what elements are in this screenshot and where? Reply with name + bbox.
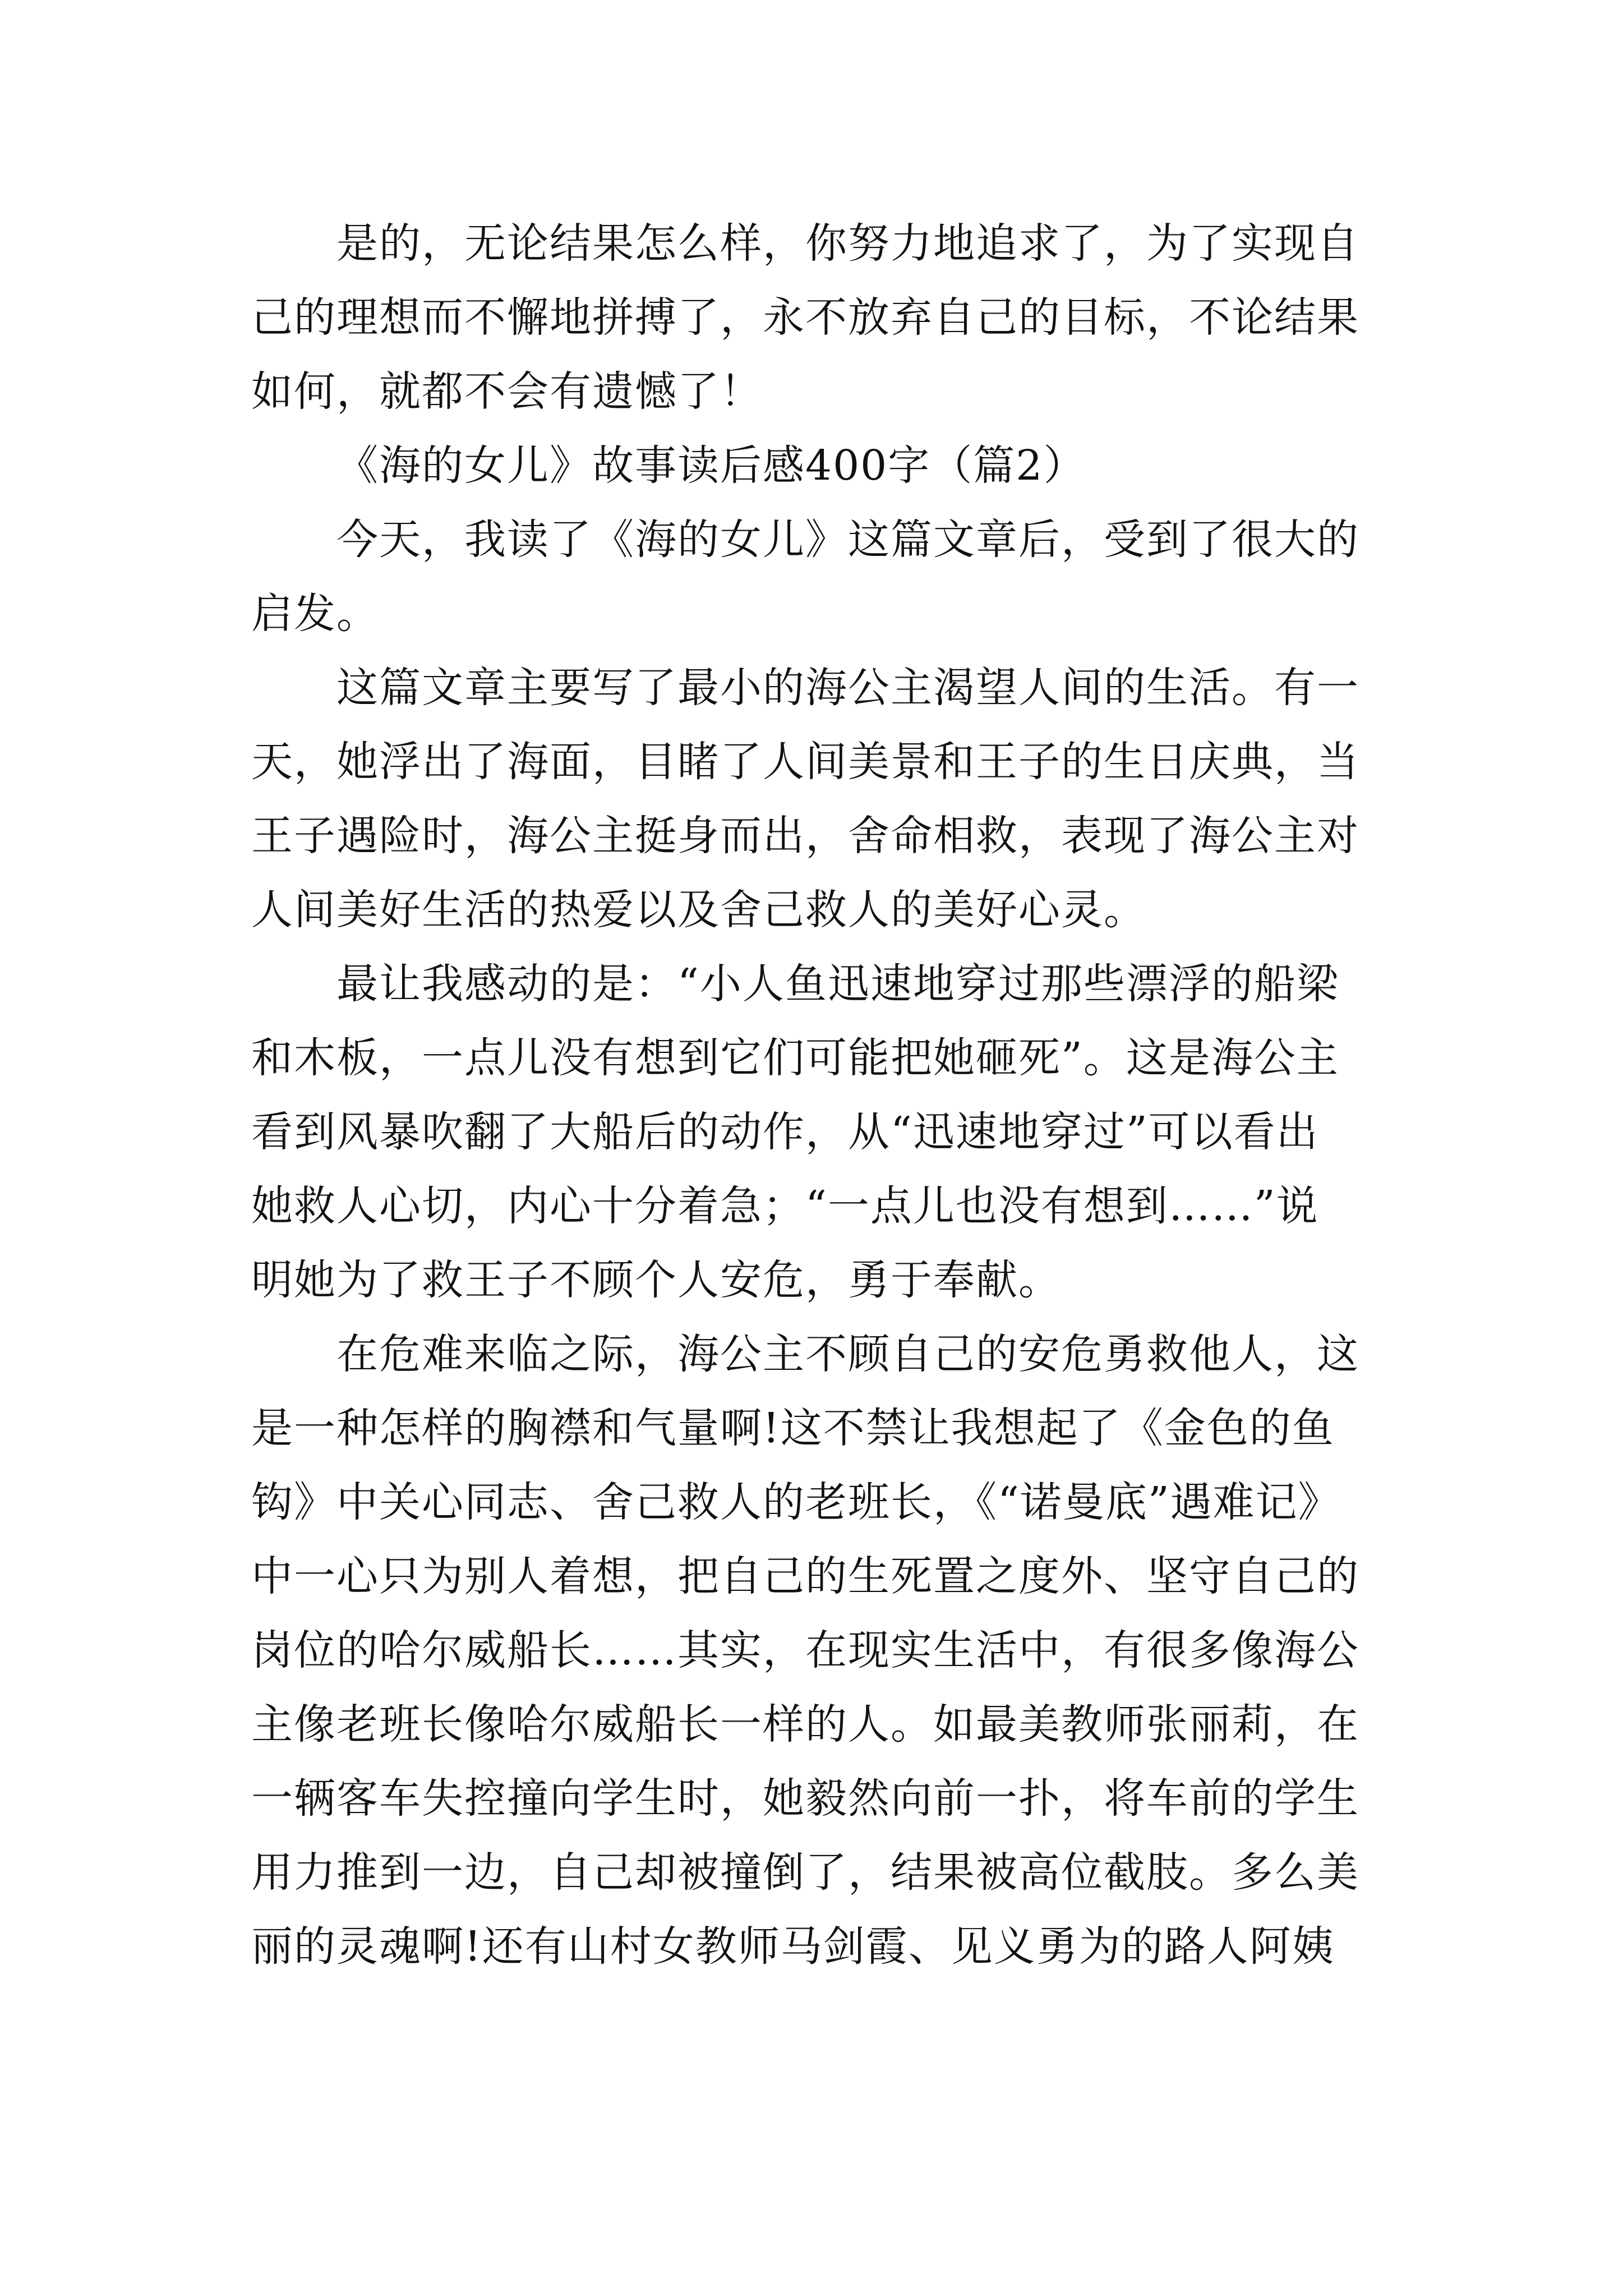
body-line: 丽的灵魂啊!还有山村女教师马剑霞、见义勇为的路人阿姨 bbox=[251, 1922, 1335, 1971]
body-line: 是的，无论结果怎么样，你努力地追求了，为了实现自 bbox=[336, 219, 1359, 268]
body-line: 启发。 bbox=[251, 590, 379, 638]
body-line: 天，她浮出了海面，目睹了人间美景和王子的生日庆典，当 bbox=[251, 738, 1359, 786]
body-line: 是一种怎样的胸襟和气量啊!这不禁让我想起了《金色的鱼 bbox=[251, 1404, 1335, 1452]
body-line: 看到风暴吹翻了大船后的动作，从“迅速地穿过”可以看出 bbox=[251, 1108, 1319, 1156]
body-line: 中一心只为别人着想，把自己的生死置之度外、坚守自己的 bbox=[251, 1552, 1359, 1600]
body-line: 钩》中关心同志、舍己救人的老班长，《“诺曼底”遇难记》 bbox=[251, 1478, 1341, 1526]
body-line: 岗位的哈尔威船长……其实，在现实生活中，有很多像海公 bbox=[251, 1626, 1359, 1674]
body-line: 人间美好生活的热爱以及舍己救人的美好心灵。 bbox=[251, 886, 1146, 934]
body-line: 王子遇险时，海公主挺身而出，舍命相救，表现了海公主对 bbox=[251, 812, 1359, 860]
body-line: 如何，就都不会有遗憾了！ bbox=[251, 367, 763, 416]
body-line: 今天，我读了《海的女儿》这篇文章后，受到了很大的 bbox=[336, 516, 1359, 564]
body-line: 她救人心切，内心十分着急；“一点儿也没有想到……”说 bbox=[251, 1182, 1319, 1230]
body-line: 和木板，一点儿没有想到它们可能把她砸死”。这是海公主 bbox=[251, 1034, 1339, 1082]
body-line: 明她为了救王子不顾个人安危，勇于奉献。 bbox=[251, 1256, 1061, 1304]
section-heading: 《海的女儿》故事读后感400字（篇2） bbox=[336, 441, 1086, 490]
body-line: 己的理想而不懈地拼搏了，永不放弃自己的目标，不论结果 bbox=[251, 293, 1359, 342]
body-line: 一辆客车失控撞向学生时，她毅然向前一扑，将车前的学生 bbox=[251, 1774, 1359, 1823]
body-line: 在危难来临之际，海公主不顾自己的安危勇救他人，这 bbox=[336, 1330, 1359, 1378]
body-line: 这篇文章主要写了最小的海公主渴望人间的生活。有一 bbox=[336, 664, 1359, 712]
body-line: 用力推到一边，自己却被撞倒了，结果被高位截肢。多么美 bbox=[251, 1848, 1359, 1897]
body-line: 主像老班长像哈尔威船长一样的人。如最美教师张丽莉，在 bbox=[251, 1700, 1359, 1749]
body-line: 最让我感动的是：“小人鱼迅速地穿过那些漂浮的船梁 bbox=[336, 960, 1339, 1008]
